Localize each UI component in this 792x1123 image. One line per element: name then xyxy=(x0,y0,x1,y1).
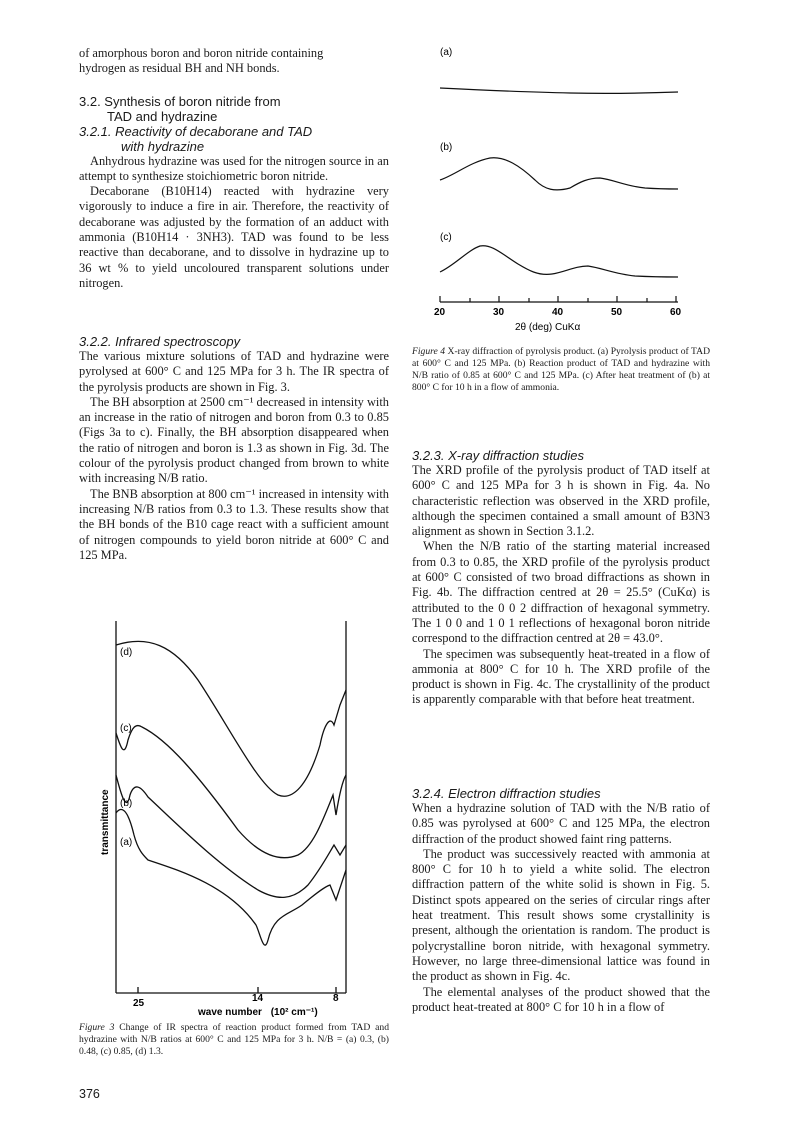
xtick-label-50: 50 xyxy=(611,307,623,318)
curve-label-b: (b) xyxy=(120,798,133,809)
curve-label-a: (a) xyxy=(120,837,133,848)
tick-label-14: 14 xyxy=(252,993,264,1004)
section-3-2-1-heading: 3.2.1. Reactivity of decaborane and TAD xyxy=(79,123,313,139)
paragraph-bh-absorption: The BH absorption at 2500 cm⁻¹ decreased in intensity with an increase in the ratio of nitrogen and boron from 0.3 to 0.85 (Figs 3a to c). Finally, the BH absorption disappeared when the ratio of nitrogen and boron is 1.3 as shown in Fig. 3d. The colour of the pyrolysis product changed from brown to white with increasing N/B ratio. xyxy=(79,394,389,486)
curve-a xyxy=(116,809,346,945)
x-axis-label: 2θ (deg) CuKα xyxy=(515,322,581,333)
xtick-label-30: 30 xyxy=(493,307,505,318)
xtick-label-20: 20 xyxy=(434,307,446,318)
paragraph-electron-diffraction: When a hydrazine solution of TAD with the N/B ratio of 0.85 was pyrolysed at 600° C and 125 MPa, the electron diffraction of the product showed faint ring patterns. xyxy=(412,801,710,846)
figure-3-caption-text: Change of IR spectra of reaction product formed from TAD and hydrazine with N/B ratios at 600° C and 125 MPa for 3 h. N/B = (a) 0.3, (b) 0.48, (c) 0.85, (d) 1.3. xyxy=(79,1022,389,1057)
figure-4-xrd xyxy=(420,40,700,340)
curve-label-c: (c) xyxy=(120,723,132,734)
section-3-2-heading: 3.2. Synthesis of boron nitride from xyxy=(79,93,281,109)
panel-label-c: (c) xyxy=(440,232,452,243)
x-axis-label-text: wave number xyxy=(198,1007,262,1018)
paragraph-heat-treatment: The specimen was subsequently heat-treated in a flow of ammonia at 800° C for 10 h. The XRD profile of the product is shown in Fig. 4c. The crystallinity of the product is apparently comparable with that before heat treatment. xyxy=(412,646,710,707)
tick-label-8: 8 xyxy=(333,993,339,1004)
xrd-curve-c xyxy=(440,246,678,277)
xrd-curve-a xyxy=(440,88,678,93)
intro-line-1: of amorphous boron and boron nitride containing xyxy=(79,46,324,60)
x-axis-unit: (10² cm⁻¹) xyxy=(270,1007,318,1018)
curve-b xyxy=(116,775,346,897)
intro-line-2: hydrogen as residual BH and NH bonds. xyxy=(79,61,280,76)
figure-3-caption xyxy=(79,1022,389,1058)
right-column-xrd xyxy=(412,448,710,708)
figure-4-caption-label: Figure 4 xyxy=(412,346,446,357)
section-3-2-heading-cont: TAD and hydrazine xyxy=(107,108,218,124)
xtick-label-60: 60 xyxy=(670,307,682,318)
panel-label-b: (b) xyxy=(440,142,453,153)
x-axis-label xyxy=(197,1007,318,1018)
paragraph-xrd-tad: The XRD profile of the pyrolysis product of TAD itself at 600° C and 125 MPa for 3 h is shown in Fig. 4a. No characteristic reflection was observed in the XRD profile, although the specimen contained a small amount of B3N3 alignment as shown in Section 3.1.2. xyxy=(412,463,710,539)
curve-d xyxy=(116,641,346,796)
paragraph-pyrolysis: The various mixture solutions of TAD and hydrazine were pyrolysed at 600° C and 125 MPa for 3 h. The IR spectra of the pyrolysis products are shown in Fig. 3. xyxy=(79,349,389,394)
page-number: 376 xyxy=(79,1087,100,1101)
figure-3-ir-spectra xyxy=(78,615,398,1025)
panel-label-a: (a) xyxy=(440,47,453,58)
tick-label-25: 25 xyxy=(133,998,145,1009)
section-3-2-2-heading: 3.2.2. Infrared spectroscopy xyxy=(79,334,241,349)
right-column-electron xyxy=(412,786,710,1015)
paragraph-decaborane: Decaborane (B10H14) reacted with hydrazine very vigorously to induce a fire in air. Therefore, the reactivity of decaborane was adjusted by the formation of an adduct with ammonia (B10H14 · 3NH3). TAD was found to be less reactive than decaborane, and to dissolve in hydrazine up to 36 wt % to yield uncoloured transparent solutions under nitrogen. xyxy=(79,184,389,290)
left-column-top xyxy=(79,46,389,291)
section-3-2-1-heading-cont: with hydrazine xyxy=(121,138,205,154)
left-column-ir xyxy=(79,334,389,563)
paragraph-elemental-analyses: The elemental analyses of the product showed that the product heat-treated at 800° C for 10 h in a flow of xyxy=(412,984,710,1014)
curve-c xyxy=(116,726,346,858)
figure-4-caption xyxy=(412,346,710,394)
curve-label-d: (d) xyxy=(120,647,133,658)
paragraph-xrd-ratio: When the N/B ratio of the starting material increased from 0.3 to 0.85, the XRD profile of the pyrolysis product at 600° C consisted of two broad diffractions as shown in Fig. 4b. The diffraction centred at 2θ = 25.5° (CuKα) is attributed to the 0 0 2 diffraction of hexagonal symmetry. The 1 0 0 and 1 0 1 reflections of hexagonal boron nitride correspond to the diffraction centred at 2θ = 43.0°. xyxy=(412,539,710,646)
y-axis-label: transmittance xyxy=(100,789,111,855)
paragraph-white-solid: The product was successively reacted with ammonia at 800° C for 10 h to yield a white solid. The electron diffraction pattern of the white solid is shown in Fig. 5. Distinct spots appeared on the series of circular rings after heat treatment. This result shows some crystallinity is present, although the orientation is random. The product is polycrystalline boron nitride, with hexagonal symmetry. However, no large three-dimensional lattice was found in the product as shown in Fig. 4c. xyxy=(412,846,710,984)
figure-4-caption-text: X-ray diffraction of pyrolysis product. (a) Pyrolysis product of TAD at 600° C and 125 MPa. (b) Reaction product of TAD and hydrazine with N/B ratio of 0.85 at 600° C and 125 MPa. (c) After heat treatment of (b) at 800° C for 10 h in a flow of ammonia. xyxy=(412,346,710,393)
xtick-label-40: 40 xyxy=(552,307,564,318)
paragraph-bnb-absorption: The BNB absorption at 800 cm⁻¹ increased in intensity with increasing N/B ratios from 0.3 to 1.3. These results show that the BH bonds of the B10 cage react with a sufficient amount of nitrogen compounds to yield boron nitride at 600° C and 125 MPa. xyxy=(79,486,389,562)
section-3-2-4-heading: 3.2.4. Electron diffraction studies xyxy=(412,786,601,801)
xrd-curve-b xyxy=(440,158,678,190)
section-3-2-3-heading: 3.2.3. X-ray diffraction studies xyxy=(412,448,584,463)
figure-3-caption-label: Figure 3 xyxy=(79,1022,115,1033)
paragraph-hydrazine-source: Anhydrous hydrazine was used for the nitrogen source in an attempt to synthesize stoichiometric boron nitride. xyxy=(79,153,389,183)
